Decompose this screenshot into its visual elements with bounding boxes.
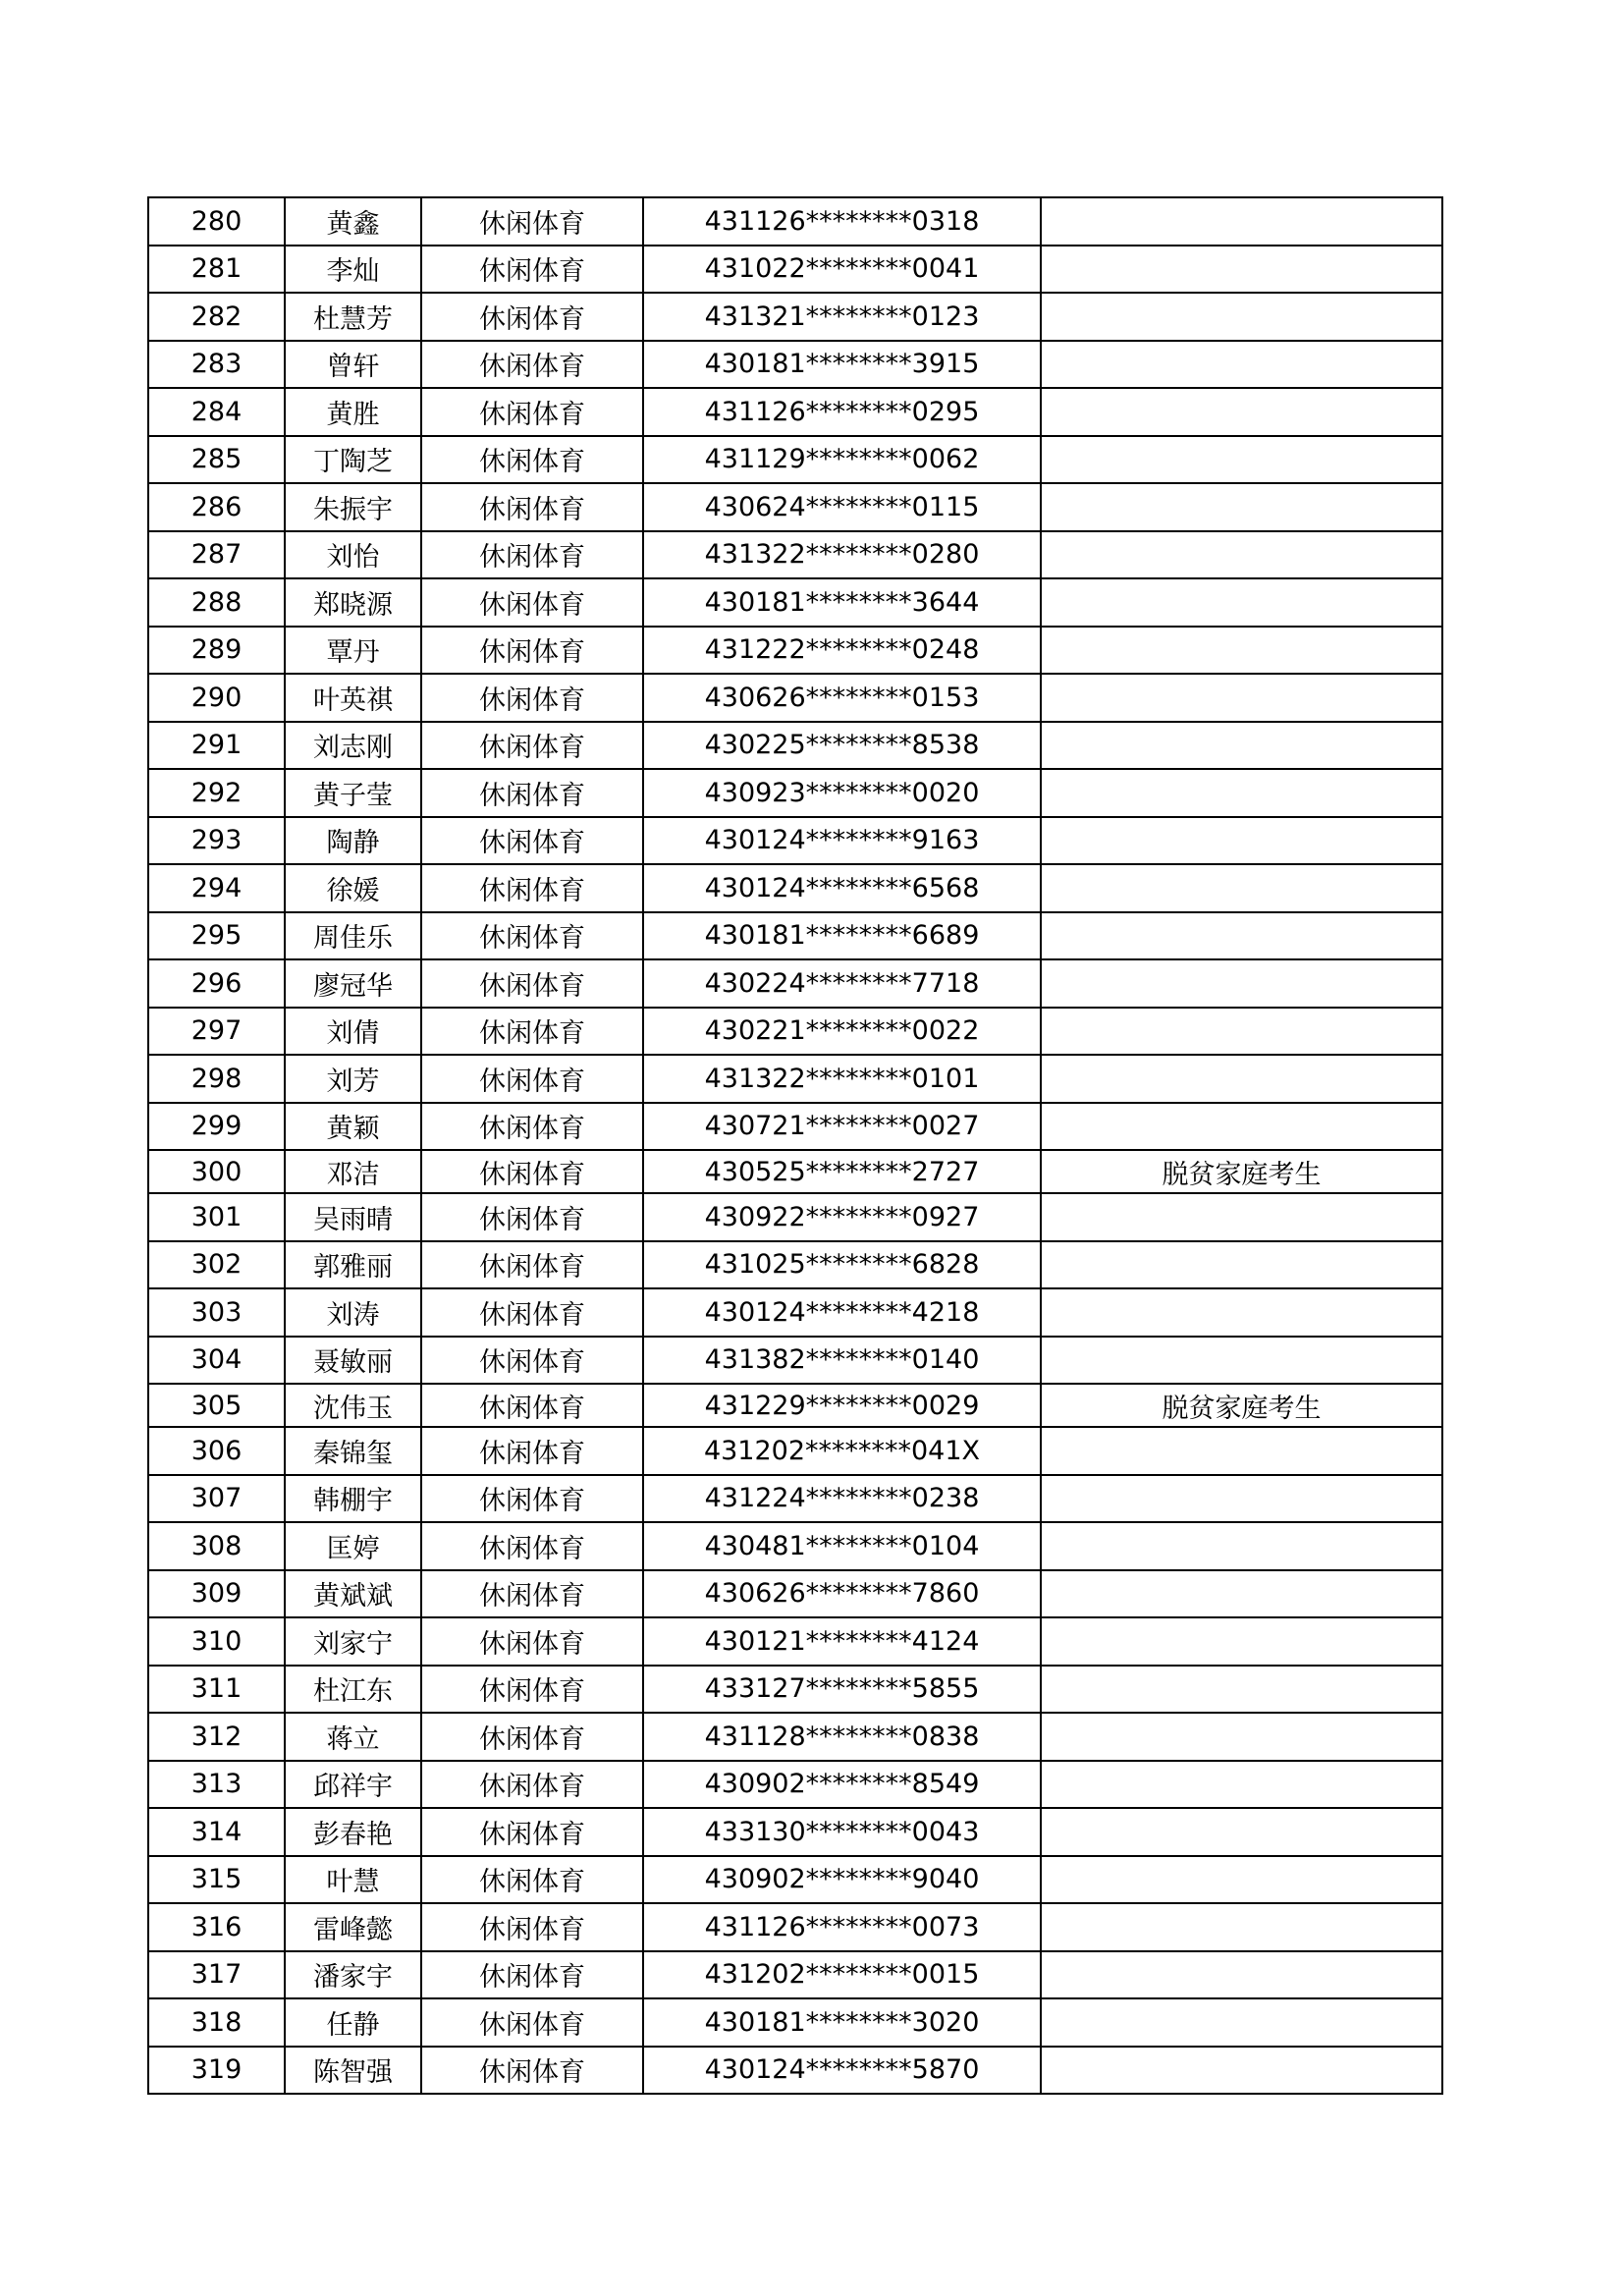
table-row xyxy=(148,1055,1442,1103)
table-row xyxy=(148,341,1442,389)
name-cell: 刘涛 xyxy=(285,1288,421,1337)
row-number-cell: 296 xyxy=(148,959,285,1008)
major-cell: 休闲体育 xyxy=(421,959,643,1008)
major-cell: 休闲体育 xyxy=(421,1951,643,1999)
major-cell: 休闲体育 xyxy=(421,246,643,294)
id-number-cell: 431022********0041 xyxy=(643,246,1041,294)
table-row xyxy=(148,1617,1442,1666)
row-number-cell: 285 xyxy=(148,436,285,484)
row-number-cell: 309 xyxy=(148,1570,285,1618)
major-cell: 休闲体育 xyxy=(421,1808,643,1856)
row-number-cell: 292 xyxy=(148,769,285,817)
table-row xyxy=(148,578,1442,627)
major-cell: 休闲体育 xyxy=(421,769,643,817)
row-number-cell: 305 xyxy=(148,1384,285,1427)
row-number-cell: 304 xyxy=(148,1337,285,1385)
table-row xyxy=(148,1475,1442,1523)
note-cell xyxy=(1041,1427,1442,1475)
note-cell xyxy=(1041,1522,1442,1570)
name-cell: 任静 xyxy=(285,1998,421,2047)
note-cell xyxy=(1041,1241,1442,1289)
table-row xyxy=(148,912,1442,960)
name-cell: 陶静 xyxy=(285,817,421,865)
major-cell: 休闲体育 xyxy=(421,627,643,675)
table-row xyxy=(148,1384,1442,1427)
id-number-cell: 430124********4218 xyxy=(643,1288,1041,1337)
id-number-cell: 430721********0027 xyxy=(643,1103,1041,1151)
major-cell: 休闲体育 xyxy=(421,578,643,627)
row-number-cell: 295 xyxy=(148,912,285,960)
table-row xyxy=(148,1241,1442,1289)
id-number-cell: 430124********6568 xyxy=(643,864,1041,912)
id-number-cell: 430181********3644 xyxy=(643,578,1041,627)
major-cell: 休闲体育 xyxy=(421,1193,643,1241)
id-number-cell: 430225********8538 xyxy=(643,722,1041,770)
row-number-cell: 310 xyxy=(148,1617,285,1666)
id-number-cell: 431229********0029 xyxy=(643,1384,1041,1427)
note-cell xyxy=(1041,578,1442,627)
row-number-cell: 308 xyxy=(148,1522,285,1570)
id-number-cell: 430525********2727 xyxy=(643,1150,1041,1193)
major-cell: 休闲体育 xyxy=(421,674,643,722)
name-cell: 蒋立 xyxy=(285,1713,421,1761)
name-cell: 李灿 xyxy=(285,246,421,294)
table-row xyxy=(148,1522,1442,1570)
major-cell: 休闲体育 xyxy=(421,1617,643,1666)
note-cell xyxy=(1041,1713,1442,1761)
note-cell xyxy=(1041,959,1442,1008)
major-cell: 休闲体育 xyxy=(421,1856,643,1904)
table-row xyxy=(148,1288,1442,1337)
id-number-cell: 430124********9163 xyxy=(643,817,1041,865)
name-cell: 徐媛 xyxy=(285,864,421,912)
table-row xyxy=(148,864,1442,912)
name-cell: 刘怡 xyxy=(285,531,421,579)
id-number-cell: 431321********0123 xyxy=(643,293,1041,341)
note-cell: 脱贫家庭考生 xyxy=(1041,1150,1442,1193)
table-row xyxy=(148,1427,1442,1475)
note-cell xyxy=(1041,1193,1442,1241)
note-cell xyxy=(1041,197,1442,246)
note-cell xyxy=(1041,817,1442,865)
id-number-cell: 431126********0295 xyxy=(643,388,1041,436)
major-cell: 休闲体育 xyxy=(421,1761,643,1809)
name-cell: 黄颖 xyxy=(285,1103,421,1151)
row-number-cell: 302 xyxy=(148,1241,285,1289)
major-cell: 休闲体育 xyxy=(421,531,643,579)
note-cell xyxy=(1041,1951,1442,1999)
table-row xyxy=(148,1193,1442,1241)
table-row xyxy=(148,1856,1442,1904)
major-cell: 休闲体育 xyxy=(421,197,643,246)
name-cell: 秦锦玺 xyxy=(285,1427,421,1475)
major-cell: 休闲体育 xyxy=(421,1427,643,1475)
table-row xyxy=(148,531,1442,579)
row-number-cell: 289 xyxy=(148,627,285,675)
row-number-cell: 286 xyxy=(148,483,285,531)
note-cell xyxy=(1041,341,1442,389)
major-cell: 休闲体育 xyxy=(421,1998,643,2047)
major-cell: 休闲体育 xyxy=(421,341,643,389)
note-cell xyxy=(1041,1666,1442,1714)
name-cell: 杜慧芳 xyxy=(285,293,421,341)
table-body xyxy=(148,197,1442,2094)
major-cell: 休闲体育 xyxy=(421,1008,643,1056)
id-number-cell: 431202********041X xyxy=(643,1427,1041,1475)
note-cell xyxy=(1041,2047,1442,2095)
major-cell: 休闲体育 xyxy=(421,817,643,865)
note-cell xyxy=(1041,1055,1442,1103)
name-cell: 陈智强 xyxy=(285,2047,421,2095)
major-cell: 休闲体育 xyxy=(421,1241,643,1289)
name-cell: 刘倩 xyxy=(285,1008,421,1056)
major-cell: 休闲体育 xyxy=(421,436,643,484)
table-row xyxy=(148,674,1442,722)
row-number-cell: 288 xyxy=(148,578,285,627)
row-number-cell: 301 xyxy=(148,1193,285,1241)
id-number-cell: 430481********0104 xyxy=(643,1522,1041,1570)
name-cell: 叶英祺 xyxy=(285,674,421,722)
note-cell xyxy=(1041,627,1442,675)
row-number-cell: 298 xyxy=(148,1055,285,1103)
name-cell: 刘芳 xyxy=(285,1055,421,1103)
row-number-cell: 317 xyxy=(148,1951,285,1999)
table-row xyxy=(148,483,1442,531)
table-row xyxy=(148,1337,1442,1385)
note-cell xyxy=(1041,864,1442,912)
major-cell: 休闲体育 xyxy=(421,864,643,912)
name-cell: 邱祥宇 xyxy=(285,1761,421,1809)
table-row xyxy=(148,1008,1442,1056)
note-cell xyxy=(1041,912,1442,960)
id-number-cell: 431322********0101 xyxy=(643,1055,1041,1103)
id-number-cell: 430181********3915 xyxy=(643,341,1041,389)
table-row xyxy=(148,627,1442,675)
id-number-cell: 430221********0022 xyxy=(643,1008,1041,1056)
row-number-cell: 284 xyxy=(148,388,285,436)
table-row xyxy=(148,197,1442,246)
name-cell: 曾轩 xyxy=(285,341,421,389)
row-number-cell: 297 xyxy=(148,1008,285,1056)
name-cell: 韩棚宇 xyxy=(285,1475,421,1523)
note-cell xyxy=(1041,1475,1442,1523)
id-number-cell: 430902********9040 xyxy=(643,1856,1041,1904)
major-cell: 休闲体育 xyxy=(421,1055,643,1103)
table-row xyxy=(148,817,1442,865)
major-cell: 休闲体育 xyxy=(421,1713,643,1761)
id-number-cell: 430124********5870 xyxy=(643,2047,1041,2095)
note-cell xyxy=(1041,769,1442,817)
name-cell: 黄子莹 xyxy=(285,769,421,817)
major-cell: 休闲体育 xyxy=(421,1384,643,1427)
id-number-cell: 430923********0020 xyxy=(643,769,1041,817)
note-cell xyxy=(1041,1288,1442,1337)
table-row xyxy=(148,2047,1442,2095)
row-number-cell: 312 xyxy=(148,1713,285,1761)
note-cell xyxy=(1041,1761,1442,1809)
major-cell: 休闲体育 xyxy=(421,1522,643,1570)
name-cell: 潘家宇 xyxy=(285,1951,421,1999)
row-number-cell: 293 xyxy=(148,817,285,865)
name-cell: 吴雨晴 xyxy=(285,1193,421,1241)
id-number-cell: 430224********7718 xyxy=(643,959,1041,1008)
name-cell: 刘家宁 xyxy=(285,1617,421,1666)
id-number-cell: 433127********5855 xyxy=(643,1666,1041,1714)
id-number-cell: 431222********0248 xyxy=(643,627,1041,675)
name-cell: 雷峰懿 xyxy=(285,1903,421,1951)
major-cell: 休闲体育 xyxy=(421,1288,643,1337)
name-cell: 郭雅丽 xyxy=(285,1241,421,1289)
table-row xyxy=(148,1570,1442,1618)
name-cell: 廖冠华 xyxy=(285,959,421,1008)
name-cell: 彭春艳 xyxy=(285,1808,421,1856)
id-number-cell: 430922********0927 xyxy=(643,1193,1041,1241)
major-cell: 休闲体育 xyxy=(421,483,643,531)
table-row xyxy=(148,1150,1442,1193)
name-cell: 丁陶芝 xyxy=(285,436,421,484)
row-number-cell: 303 xyxy=(148,1288,285,1337)
note-cell xyxy=(1041,1337,1442,1385)
table-row xyxy=(148,246,1442,294)
major-cell: 休闲体育 xyxy=(421,912,643,960)
major-cell: 休闲体育 xyxy=(421,388,643,436)
note-cell xyxy=(1041,1617,1442,1666)
table-row xyxy=(148,1903,1442,1951)
row-number-cell: 282 xyxy=(148,293,285,341)
major-cell: 休闲体育 xyxy=(421,1103,643,1151)
note-cell xyxy=(1041,483,1442,531)
id-number-cell: 431322********0280 xyxy=(643,531,1041,579)
id-number-cell: 430624********0115 xyxy=(643,483,1041,531)
row-number-cell: 291 xyxy=(148,722,285,770)
table-row xyxy=(148,1713,1442,1761)
note-cell xyxy=(1041,293,1442,341)
id-number-cell: 430626********7860 xyxy=(643,1570,1041,1618)
table-row xyxy=(148,1666,1442,1714)
major-cell: 休闲体育 xyxy=(421,1666,643,1714)
name-cell: 郑晓源 xyxy=(285,578,421,627)
id-number-cell: 430121********4124 xyxy=(643,1617,1041,1666)
row-number-cell: 313 xyxy=(148,1761,285,1809)
row-number-cell: 294 xyxy=(148,864,285,912)
major-cell: 休闲体育 xyxy=(421,1337,643,1385)
row-number-cell: 307 xyxy=(148,1475,285,1523)
row-number-cell: 280 xyxy=(148,197,285,246)
name-cell: 沈伟玉 xyxy=(285,1384,421,1427)
table-row xyxy=(148,293,1442,341)
row-number-cell: 319 xyxy=(148,2047,285,2095)
id-number-cell: 430626********0153 xyxy=(643,674,1041,722)
name-cell: 覃丹 xyxy=(285,627,421,675)
major-cell: 休闲体育 xyxy=(421,1150,643,1193)
table-row xyxy=(148,769,1442,817)
row-number-cell: 316 xyxy=(148,1903,285,1951)
id-number-cell: 430902********8549 xyxy=(643,1761,1041,1809)
table-row xyxy=(148,1951,1442,1999)
major-cell: 休闲体育 xyxy=(421,2047,643,2095)
row-number-cell: 283 xyxy=(148,341,285,389)
major-cell: 休闲体育 xyxy=(421,293,643,341)
table-row xyxy=(148,1103,1442,1151)
table-row xyxy=(148,1998,1442,2047)
table-row xyxy=(148,1761,1442,1809)
id-number-cell: 431128********0838 xyxy=(643,1713,1041,1761)
row-number-cell: 290 xyxy=(148,674,285,722)
note-cell xyxy=(1041,674,1442,722)
row-number-cell: 315 xyxy=(148,1856,285,1904)
name-cell: 叶慧 xyxy=(285,1856,421,1904)
name-cell: 杜江东 xyxy=(285,1666,421,1714)
row-number-cell: 314 xyxy=(148,1808,285,1856)
name-cell: 周佳乐 xyxy=(285,912,421,960)
name-cell: 朱振宇 xyxy=(285,483,421,531)
name-cell: 邓洁 xyxy=(285,1150,421,1193)
note-cell xyxy=(1041,246,1442,294)
major-cell: 休闲体育 xyxy=(421,722,643,770)
id-number-cell: 431202********0015 xyxy=(643,1951,1041,1999)
row-number-cell: 311 xyxy=(148,1666,285,1714)
id-number-cell: 431126********0073 xyxy=(643,1903,1041,1951)
name-cell: 黄斌斌 xyxy=(285,1570,421,1618)
id-number-cell: 431025********6828 xyxy=(643,1241,1041,1289)
major-cell: 休闲体育 xyxy=(421,1903,643,1951)
row-number-cell: 318 xyxy=(148,1998,285,2047)
note-cell: 脱贫家庭考生 xyxy=(1041,1384,1442,1427)
note-cell xyxy=(1041,436,1442,484)
row-number-cell: 299 xyxy=(148,1103,285,1151)
row-number-cell: 306 xyxy=(148,1427,285,1475)
row-number-cell: 287 xyxy=(148,531,285,579)
id-number-cell: 430181********3020 xyxy=(643,1998,1041,2047)
note-cell xyxy=(1041,1008,1442,1056)
id-number-cell: 431224********0238 xyxy=(643,1475,1041,1523)
admission-list-table xyxy=(147,196,1443,2095)
table-row xyxy=(148,722,1442,770)
name-cell: 黄胜 xyxy=(285,388,421,436)
table-row xyxy=(148,388,1442,436)
note-cell xyxy=(1041,1903,1442,1951)
major-cell: 休闲体育 xyxy=(421,1475,643,1523)
name-cell: 聂敏丽 xyxy=(285,1337,421,1385)
id-number-cell: 431129********0062 xyxy=(643,436,1041,484)
id-number-cell: 433130********0043 xyxy=(643,1808,1041,1856)
id-number-cell: 431126********0318 xyxy=(643,197,1041,246)
id-number-cell: 430181********6689 xyxy=(643,912,1041,960)
table-row xyxy=(148,959,1442,1008)
name-cell: 黄鑫 xyxy=(285,197,421,246)
note-cell xyxy=(1041,1570,1442,1618)
id-number-cell: 431382********0140 xyxy=(643,1337,1041,1385)
table-row xyxy=(148,1808,1442,1856)
table-row xyxy=(148,436,1442,484)
row-number-cell: 300 xyxy=(148,1150,285,1193)
note-cell xyxy=(1041,1998,1442,2047)
note-cell xyxy=(1041,531,1442,579)
note-cell xyxy=(1041,1856,1442,1904)
note-cell xyxy=(1041,722,1442,770)
major-cell: 休闲体育 xyxy=(421,1570,643,1618)
note-cell xyxy=(1041,1103,1442,1151)
note-cell xyxy=(1041,1808,1442,1856)
name-cell: 刘志刚 xyxy=(285,722,421,770)
row-number-cell: 281 xyxy=(148,246,285,294)
note-cell xyxy=(1041,388,1442,436)
name-cell: 匡婷 xyxy=(285,1522,421,1570)
